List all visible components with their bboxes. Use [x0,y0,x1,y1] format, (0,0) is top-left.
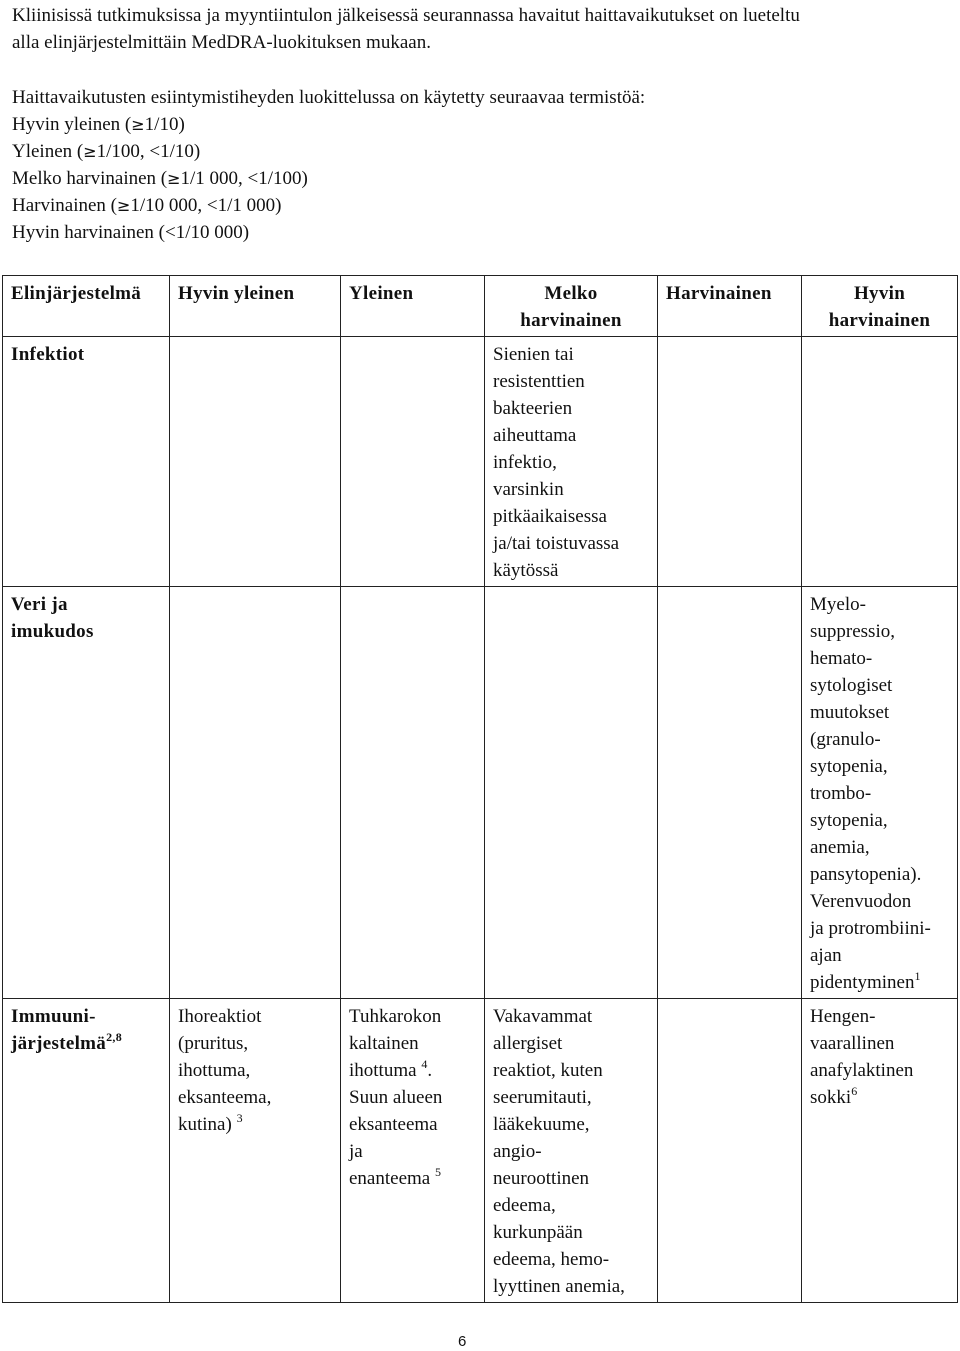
header-uncommon: Melko harvinainen [485,276,658,337]
very-common-cell [170,337,341,587]
adverse-effects-table [2,275,958,1303]
frequency-heading: Haittavaikutusten esiintymistiheyden luokittelussa on käytetty seuraavaa termistöä: [12,87,646,108]
table-row [3,587,958,999]
header-rare: Harvinainen [658,276,802,337]
frequency-item: Melko harvinainen (≥1/1 000, <1/100) [12,168,308,189]
very-common-cell: Ihoreaktiot (pruritus, ihottuma, eksanteema, kutina) $^3$ [170,999,341,1303]
rare-cell [658,337,802,587]
header-organ-system: Elinjärjestelmä [3,276,170,337]
frequency-item: Yleinen (≥1/100, <1/10) [12,141,201,162]
organ-system-cell: Infektiot [3,337,170,587]
rare-cell [658,999,802,1303]
intro-text [12,2,942,246]
header-very-rare: Hyvin harvinainen [802,276,958,337]
header-common: Yleinen [341,276,485,337]
frequency-item: Hyvin yleinen (≥1/10) [12,114,185,135]
intro-line: Kliinisissä tutkimuksissa ja myyntiintulon jälkeisessä seurannassa havaitut haittavaikutukset on lueteltu [12,5,800,26]
very-rare-cell: Myelo- suppressio, hemato- sytologiset muutokset (granulo- sytopenia, trombo- sytopenia, anemia, pansytopenia). Verenvuodon ja protrombiini- ajan pidentyminen$^1$ [802,587,958,999]
table-header-row [3,276,958,337]
organ-system-cell: Veri ja imukudos [3,587,170,999]
intro-line: alla elinjärjestelmittäin MedDRA-luokituksen mukaan. [12,32,431,53]
uncommon-cell: Sienien tai resistenttien bakteerien aiheuttama infektio, varsinkin pitkäaikaisessa ja/tai toistuvassa käytössä [485,337,658,587]
very-common-cell [170,587,341,999]
frequency-item: Hyvin harvinainen (<1/10 000) [12,222,250,243]
table-row [3,337,958,587]
page-number: 6 [458,1333,467,1350]
common-cell: Tuhkarokon kaltainen ihottuma $^4$. Suun alueen eksanteema ja enanteema $^5$ [341,999,485,1303]
very-rare-cell: Hengen- vaarallinen anafylaktinen sokki$^6$ [802,999,958,1303]
table-row [3,999,958,1303]
common-cell [341,337,485,587]
frequency-item: Harvinainen (≥1/10 000, <1/1 000) [12,195,282,216]
very-rare-cell [802,337,958,587]
common-cell [341,587,485,999]
rare-cell [658,587,802,999]
header-very-common: Hyvin yleinen [170,276,341,337]
uncommon-cell [485,587,658,999]
uncommon-cell: Vakavammat allergiset reaktiot, kuten seerumitauti, lääkekuume, angio- neuroottinen edeema, kurkunpään edeema, hemo- lyyttinen anemia, [485,999,658,1303]
organ-system-cell: Immuuni- järjestelmä$^{2,8}$ [3,999,170,1303]
